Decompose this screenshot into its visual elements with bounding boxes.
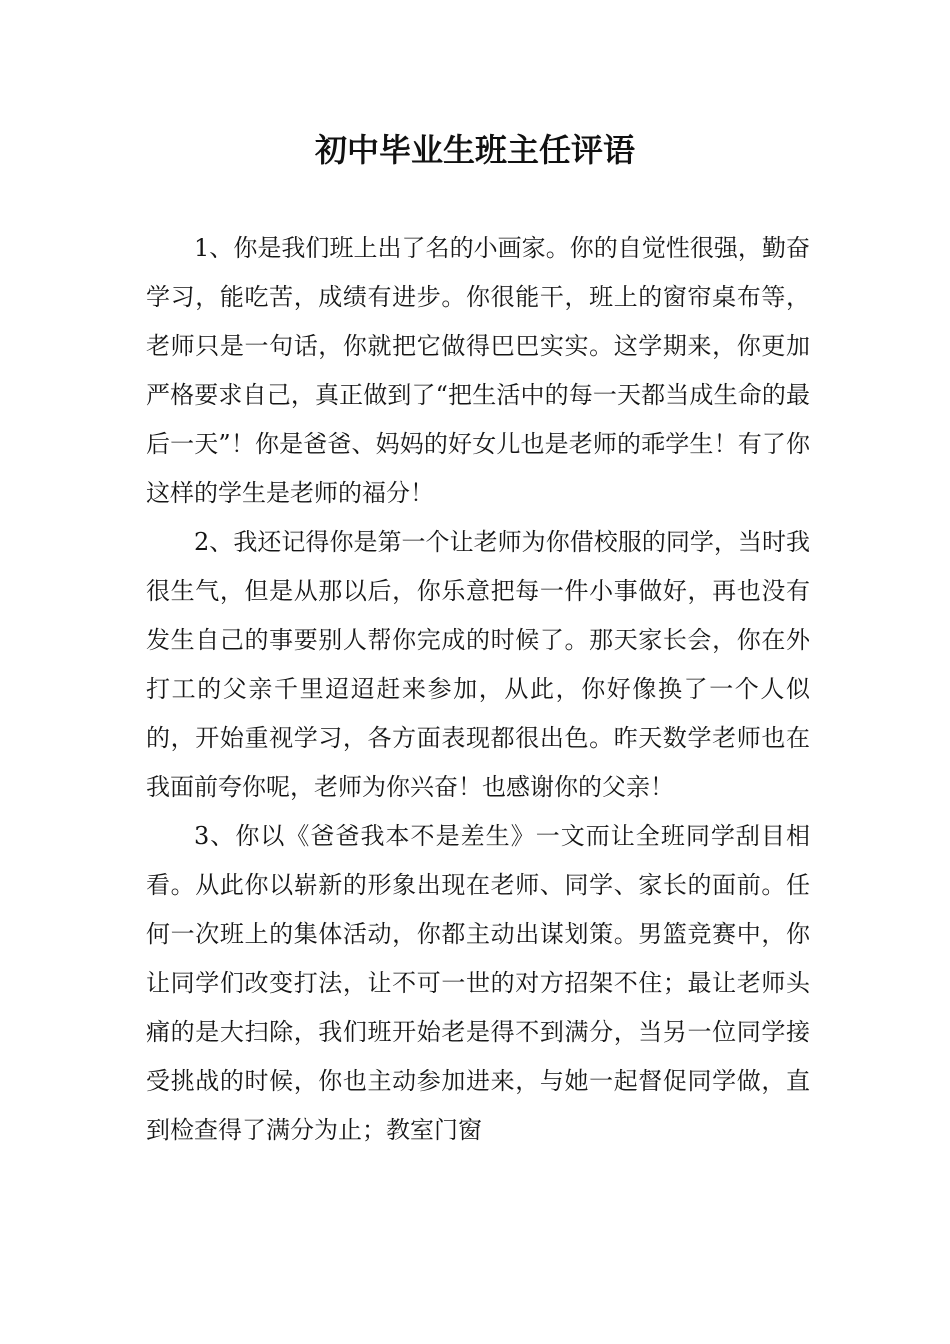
document-body	[146, 224, 810, 1155]
paragraph-2: 2、我还记得你是第一个让老师为你借校服的同学，当时我很生气，但是从那以后，你乐意把每一件小事做好，再也没有发生自己的事要别人帮你完成的时候了。那天家长会，你在外打工的父亲千里迢迢赶来参加，从此，你好像换了一个人似的，开始重视学习，各方面表现都很出色。昨天数学老师也在我面前夸你呢，老师为你兴奋！也感谢你的父亲！	[146, 528, 810, 801]
paragraph-1: 1、你是我们班上出了名的小画家。你的自觉性很强，勤奋学习，能吃苦，成绩有进步。你很能干，班上的窗帘桌布等，老师只是一句话，你就把它做得巴巴实实。这学期来，你更加严格要求自己，真正做到了“把生活中的每一天都当成生命的最后一天”！你是爸爸、妈妈的好女儿也是老师的乖学生！有了你这样的学生是老师的福分！	[146, 234, 810, 507]
document-title: 初中毕业生班主任评语	[314, 131, 635, 169]
paragraph-3: 3、你以《爸爸我本不是差生》一文而让全班同学刮目相看。从此你以崭新的形象出现在老师、同学、家长的面前。任何一次班上的集体活动，你都主动出谋划策。男篮竞赛中，你让同学们改变打法，让不可一世的对方招架不住；最让老师头痛的是大扫除，我们班开始老是得不到满分，当另一位同学接受挑战的时候，你也主动参加进来，与她一起督促同学做，直到检查得了满分为止；教室门窗	[146, 822, 810, 1144]
